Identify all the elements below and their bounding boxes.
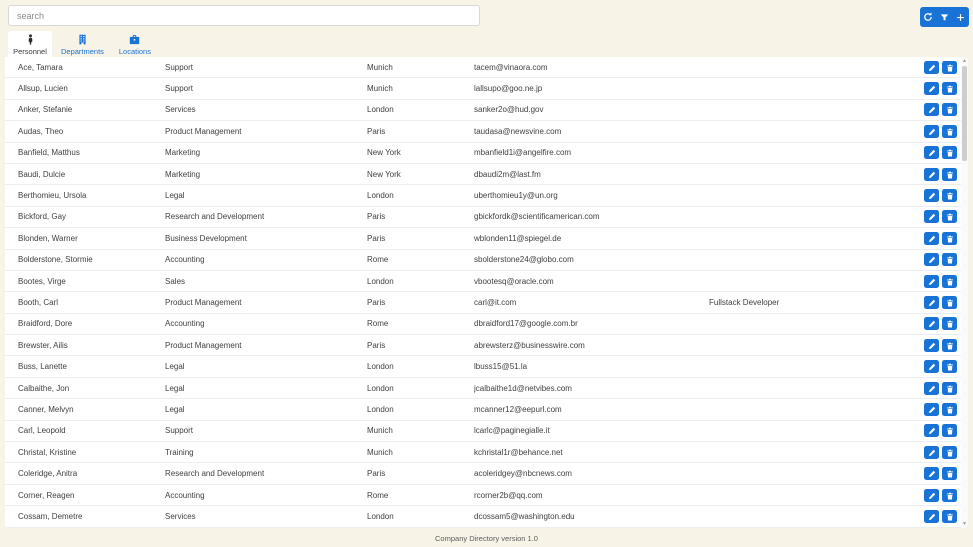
delete-button[interactable] bbox=[942, 403, 957, 416]
trash-icon bbox=[946, 509, 954, 524]
scroll-down-icon[interactable]: ▼ bbox=[962, 521, 967, 527]
person-department: Product Management bbox=[165, 297, 242, 307]
person-name: Brewster, Ailis bbox=[18, 340, 68, 350]
delete-button[interactable] bbox=[942, 275, 957, 288]
row-actions bbox=[924, 296, 961, 309]
person-name: Christal, Kristine bbox=[18, 447, 77, 457]
person-city: Paris bbox=[367, 340, 386, 350]
row-actions bbox=[924, 253, 961, 266]
table-row[interactable] bbox=[5, 228, 961, 249]
delete-button[interactable] bbox=[942, 210, 957, 223]
person-name: Bootes, Virge bbox=[18, 276, 66, 286]
pencil-icon bbox=[928, 81, 936, 96]
person-email: mcanner12@eepurl.com bbox=[474, 404, 562, 414]
pencil-icon bbox=[928, 167, 936, 182]
person-email: gbickfordk@scientificamerican.com bbox=[474, 212, 600, 222]
table-row[interactable] bbox=[5, 421, 961, 442]
trash-icon bbox=[946, 359, 954, 374]
person-city: Munich bbox=[367, 84, 393, 94]
table-body bbox=[5, 57, 961, 528]
trash-icon bbox=[946, 274, 954, 289]
edit-button[interactable] bbox=[924, 210, 939, 223]
row-actions bbox=[924, 424, 961, 437]
trash-icon bbox=[946, 488, 954, 503]
person-department: Support bbox=[165, 84, 194, 94]
person-city: Paris bbox=[367, 469, 386, 479]
scroll-up-icon[interactable]: ▲ bbox=[962, 58, 967, 64]
row-actions bbox=[924, 146, 961, 159]
edit-button[interactable] bbox=[924, 103, 939, 116]
edit-button[interactable] bbox=[924, 446, 939, 459]
trash-icon bbox=[946, 423, 954, 438]
edit-button[interactable] bbox=[924, 489, 939, 502]
edit-button[interactable] bbox=[924, 317, 939, 330]
edit-button[interactable] bbox=[924, 275, 939, 288]
person-name: Audas, Theo bbox=[18, 126, 64, 136]
table-row[interactable] bbox=[5, 314, 961, 335]
row-actions bbox=[924, 510, 961, 523]
trash-icon bbox=[946, 252, 954, 267]
person-city: London bbox=[367, 362, 394, 372]
pencil-icon bbox=[928, 274, 936, 289]
person-department: Legal bbox=[165, 404, 185, 414]
edit-button[interactable] bbox=[924, 467, 939, 480]
person-email: sanker2o@hud.gov bbox=[474, 105, 544, 115]
refresh-button[interactable] bbox=[920, 7, 936, 27]
table-row[interactable] bbox=[5, 292, 961, 313]
table-row[interactable] bbox=[5, 100, 961, 121]
tab-departments[interactable] bbox=[56, 31, 109, 57]
pencil-icon bbox=[928, 252, 936, 267]
person-department: Services bbox=[165, 105, 196, 115]
delete-button[interactable] bbox=[942, 467, 957, 480]
scrollbar-thumb[interactable] bbox=[962, 66, 967, 161]
trash-icon bbox=[946, 402, 954, 417]
person-name: Corner, Reagen bbox=[18, 490, 75, 500]
person-name: Allsup, Lucien bbox=[18, 84, 68, 94]
trash-icon bbox=[946, 209, 954, 224]
add-icon bbox=[956, 13, 965, 22]
table-row[interactable] bbox=[5, 78, 961, 99]
row-actions bbox=[924, 210, 961, 223]
edit-button[interactable] bbox=[924, 424, 939, 437]
trash-icon bbox=[946, 231, 954, 246]
person-name: Canner, Melvyn bbox=[18, 404, 74, 414]
person-department: Services bbox=[165, 511, 196, 521]
person-email: dbaudi2m@last.fm bbox=[474, 169, 541, 179]
table-row[interactable] bbox=[5, 442, 961, 463]
trash-icon bbox=[946, 316, 954, 331]
person-city: Paris bbox=[367, 126, 386, 136]
person-name: Cossam, Demetre bbox=[18, 511, 83, 521]
person-name: Bolderstone, Stormie bbox=[18, 255, 93, 265]
person-department: Marketing bbox=[165, 148, 201, 158]
person-city: New York bbox=[367, 169, 401, 179]
table-row[interactable] bbox=[5, 399, 961, 420]
person-email: mbanfield1i@angelfire.com bbox=[474, 148, 572, 158]
pencil-icon bbox=[928, 209, 936, 224]
pencil-icon bbox=[928, 381, 936, 396]
table-row[interactable] bbox=[5, 335, 961, 356]
pencil-icon bbox=[928, 124, 936, 139]
person-email: carl@it.com bbox=[474, 297, 517, 307]
person-name: Coleridge, Anitra bbox=[18, 469, 78, 479]
pencil-icon bbox=[928, 423, 936, 438]
toolbar-button-group bbox=[920, 7, 969, 27]
table-row[interactable] bbox=[5, 143, 961, 164]
trash-icon bbox=[946, 445, 954, 460]
person-city: Munich bbox=[367, 62, 393, 72]
row-actions bbox=[924, 467, 961, 480]
person-city: Rome bbox=[367, 490, 389, 500]
row-actions bbox=[924, 360, 961, 373]
tab-personnel[interactable] bbox=[8, 31, 52, 57]
person-name: Braidford, Dore bbox=[18, 319, 73, 329]
person-city: Paris bbox=[367, 233, 386, 243]
trash-icon bbox=[946, 81, 954, 96]
edit-button[interactable] bbox=[924, 168, 939, 181]
person-name: Ace, Tamara bbox=[18, 62, 63, 72]
person-city: London bbox=[367, 404, 394, 414]
person-city: Munich bbox=[367, 426, 393, 436]
delete-button[interactable] bbox=[942, 103, 957, 116]
pencil-icon bbox=[928, 509, 936, 524]
delete-button[interactable] bbox=[942, 296, 957, 309]
person-city: Paris bbox=[367, 297, 386, 307]
person-department: Research and Development bbox=[165, 212, 265, 222]
trash-icon bbox=[946, 102, 954, 117]
pencil-icon bbox=[928, 102, 936, 117]
edit-button[interactable] bbox=[924, 253, 939, 266]
edit-button[interactable] bbox=[924, 403, 939, 416]
person-name: Berthomieu, Ursola bbox=[18, 191, 87, 201]
edit-button[interactable] bbox=[924, 296, 939, 309]
person-department: Legal bbox=[165, 362, 185, 372]
row-actions bbox=[924, 125, 961, 138]
delete-button[interactable] bbox=[942, 446, 957, 459]
delete-button[interactable] bbox=[942, 489, 957, 502]
pencil-icon bbox=[928, 338, 936, 353]
person-email: lcarlc@paginegialle.it bbox=[474, 426, 550, 436]
person-email: jcalbaithe1d@netvibes.com bbox=[474, 383, 572, 393]
delete-button[interactable] bbox=[942, 125, 957, 138]
tab-personnel-label: Personnel bbox=[13, 47, 47, 56]
row-actions bbox=[924, 61, 961, 74]
filter-button[interactable] bbox=[936, 7, 952, 27]
pencil-icon bbox=[928, 316, 936, 331]
refresh-icon bbox=[923, 12, 933, 22]
person-name: Bickford, Gay bbox=[18, 212, 67, 222]
edit-button[interactable] bbox=[924, 360, 939, 373]
pencil-icon bbox=[928, 188, 936, 203]
table-row[interactable] bbox=[5, 463, 961, 484]
person-city: Munich bbox=[367, 447, 393, 457]
edit-button[interactable] bbox=[924, 82, 939, 95]
row-actions bbox=[924, 489, 961, 502]
table-row[interactable] bbox=[5, 356, 961, 377]
delete-button[interactable] bbox=[942, 146, 957, 159]
person-email: taudasa@newsvine.com bbox=[474, 126, 562, 136]
table-row[interactable] bbox=[5, 207, 961, 228]
person-department: Research and Development bbox=[165, 469, 265, 479]
person-email: dbraidford17@google.com.br bbox=[474, 319, 578, 329]
person-email: uberthomieu1y@un.org bbox=[474, 191, 558, 201]
person-city: Paris bbox=[367, 212, 386, 222]
person-city: London bbox=[367, 276, 394, 286]
delete-button[interactable] bbox=[942, 360, 957, 373]
person-name: Carl, Leopold bbox=[18, 426, 66, 436]
delete-button[interactable] bbox=[942, 61, 957, 74]
table-row[interactable] bbox=[5, 250, 961, 271]
delete-button[interactable] bbox=[942, 253, 957, 266]
person-department: Product Management bbox=[165, 340, 242, 350]
vertical-scrollbar[interactable] bbox=[961, 57, 968, 528]
row-actions bbox=[924, 189, 961, 202]
row-actions bbox=[924, 168, 961, 181]
person-city: London bbox=[367, 511, 394, 521]
personnel-table bbox=[5, 57, 968, 528]
person-city: London bbox=[367, 383, 394, 393]
table-row[interactable] bbox=[5, 57, 961, 78]
table-row[interactable] bbox=[5, 378, 961, 399]
person-email: tacem@vinaora.com bbox=[474, 62, 548, 72]
trash-icon bbox=[946, 167, 954, 182]
table-row[interactable] bbox=[5, 164, 961, 185]
delete-button[interactable] bbox=[942, 510, 957, 523]
edit-button[interactable] bbox=[924, 382, 939, 395]
person-email: kchristal1r@behance.net bbox=[474, 447, 563, 457]
table-row[interactable] bbox=[5, 485, 961, 506]
tab-locations-label: Locations bbox=[118, 47, 151, 56]
person-department: Accounting bbox=[165, 255, 205, 265]
person-email: sbolderstone24@globo.com bbox=[474, 255, 574, 265]
edit-button[interactable] bbox=[924, 510, 939, 523]
person-city: Rome bbox=[367, 255, 389, 265]
table-row[interactable] bbox=[5, 506, 961, 527]
person-department: Marketing bbox=[165, 169, 201, 179]
edit-button[interactable] bbox=[924, 232, 939, 245]
pencil-icon bbox=[928, 466, 936, 481]
building-icon bbox=[77, 33, 88, 45]
person-department: Legal bbox=[165, 383, 185, 393]
person-name: Calbaithe, Jon bbox=[18, 383, 70, 393]
person-name: Baudi, Dulcie bbox=[18, 169, 66, 179]
person-email: wblonden11@spiegel.de bbox=[474, 233, 562, 243]
row-actions bbox=[924, 446, 961, 459]
person-email: lallsupo@goo.ne.jp bbox=[474, 84, 543, 94]
trash-icon bbox=[946, 381, 954, 396]
table-row[interactable] bbox=[5, 121, 961, 142]
person-city: Rome bbox=[367, 319, 389, 329]
person-email: lbuss15@51.la bbox=[474, 362, 528, 372]
row-actions bbox=[924, 82, 961, 95]
person-department: Sales bbox=[165, 276, 186, 286]
row-actions bbox=[924, 339, 961, 352]
trash-icon bbox=[946, 124, 954, 139]
pencil-icon bbox=[928, 231, 936, 246]
edit-button[interactable] bbox=[924, 146, 939, 159]
pencil-icon bbox=[928, 359, 936, 374]
person-department: Accounting bbox=[165, 490, 205, 500]
edit-button[interactable] bbox=[924, 189, 939, 202]
person-email: rcorner2b@qq.com bbox=[474, 490, 543, 500]
edit-button[interactable] bbox=[924, 61, 939, 74]
add-button[interactable] bbox=[953, 7, 969, 27]
edit-button[interactable] bbox=[924, 339, 939, 352]
delete-button[interactable] bbox=[942, 189, 957, 202]
person-name: Blonden, Warner bbox=[18, 233, 78, 243]
edit-button[interactable] bbox=[924, 125, 939, 138]
delete-button[interactable] bbox=[942, 232, 957, 245]
pencil-icon bbox=[928, 402, 936, 417]
person-department: Accounting bbox=[165, 319, 205, 329]
briefcase-icon bbox=[129, 33, 140, 45]
trash-icon bbox=[946, 466, 954, 481]
table-row[interactable] bbox=[5, 271, 961, 292]
person-city: New York bbox=[367, 148, 401, 158]
pencil-icon bbox=[928, 295, 936, 310]
delete-button[interactable] bbox=[942, 382, 957, 395]
person-department: Product Management bbox=[165, 126, 242, 136]
person-icon bbox=[25, 33, 36, 45]
pencil-icon bbox=[928, 488, 936, 503]
tab-bar bbox=[8, 31, 157, 57]
person-department: Support bbox=[165, 62, 194, 72]
person-city: London bbox=[367, 191, 394, 201]
delete-button[interactable] bbox=[942, 317, 957, 330]
person-department: Support bbox=[165, 426, 194, 436]
pencil-icon bbox=[928, 145, 936, 160]
person-department: Training bbox=[165, 447, 194, 457]
person-email: dcossam5@washington.edu bbox=[474, 511, 575, 521]
delete-button[interactable] bbox=[942, 339, 957, 352]
trash-icon bbox=[946, 338, 954, 353]
person-name: Booth, Carl bbox=[18, 297, 59, 307]
pencil-icon bbox=[928, 445, 936, 460]
tab-departments-label: Departments bbox=[61, 47, 104, 56]
row-actions bbox=[924, 275, 961, 288]
delete-button[interactable] bbox=[942, 168, 957, 181]
row-actions bbox=[924, 382, 961, 395]
trash-icon bbox=[946, 295, 954, 310]
person-name: Anker, Stefanie bbox=[18, 105, 73, 115]
person-email: acoleridgey@nbcnews.com bbox=[474, 469, 572, 479]
table-row[interactable] bbox=[5, 185, 961, 206]
person-email: vbootesq@oracle.com bbox=[474, 276, 554, 286]
trash-icon bbox=[946, 188, 954, 203]
person-city: London bbox=[367, 105, 394, 115]
search-input[interactable] bbox=[8, 5, 480, 26]
person-department: Legal bbox=[165, 191, 185, 201]
row-actions bbox=[924, 403, 961, 416]
tab-locations[interactable] bbox=[113, 31, 157, 57]
person-email: abrewsterz@businesswire.com bbox=[474, 340, 585, 350]
footer-version-text: Company Directory version 1.0 bbox=[435, 534, 538, 543]
row-actions bbox=[924, 317, 961, 330]
person-department: Business Development bbox=[165, 233, 247, 243]
filter-icon bbox=[940, 13, 949, 22]
row-actions bbox=[924, 232, 961, 245]
person-name: Buss, Lanette bbox=[18, 362, 67, 372]
trash-icon bbox=[946, 145, 954, 160]
person-name: Banfield, Matthus bbox=[18, 148, 80, 158]
pencil-icon bbox=[928, 60, 936, 75]
person-title: Fullstack Developer bbox=[709, 297, 780, 307]
trash-icon bbox=[946, 60, 954, 75]
row-actions bbox=[924, 103, 961, 116]
delete-button[interactable] bbox=[942, 82, 957, 95]
delete-button[interactable] bbox=[942, 424, 957, 437]
